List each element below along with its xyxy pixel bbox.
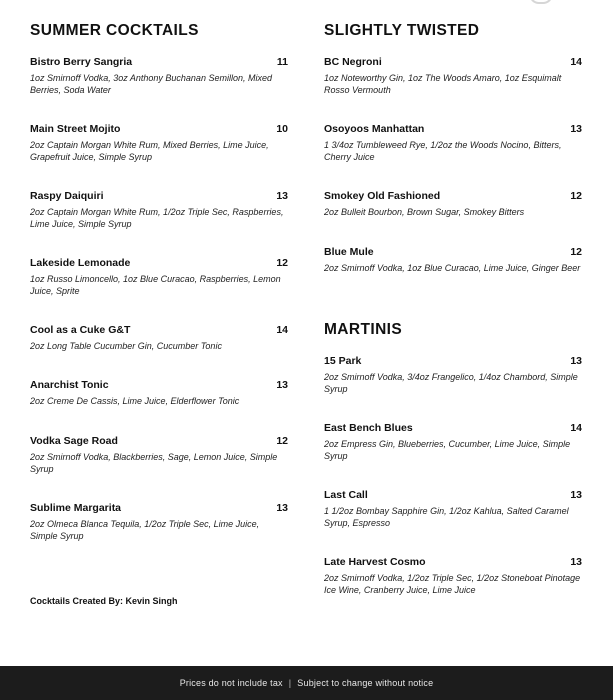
item-description: 1 1/2oz Bombay Sapphire Gin, 1/2oz Kahlua, Salted Caramel Syrup, Espresso bbox=[324, 506, 569, 528]
item-description: 1oz Smirnoff Vodka, 3oz Anthony Buchanan Semillon, Mixed Berries, Soda Water bbox=[30, 73, 272, 95]
item-name: Raspy Daiquiri bbox=[30, 190, 104, 202]
item-description: 2oz Creme De Cassis, Lime Juice, Elderflower Tonic bbox=[30, 396, 240, 406]
item-description: 1oz Russo Limoncello, 1oz Blue Curacao, Raspberries, Lemon Juice, Sprite bbox=[30, 274, 281, 296]
item-description: 2oz Long Table Cucumber Gin, Cucumber Tonic bbox=[30, 341, 222, 351]
menu-item bbox=[324, 355, 582, 395]
item-name: East Bench Blues bbox=[324, 422, 413, 434]
item-description: 1oz Noteworthy Gin, 1oz The Woods Amaro, 1oz Esquimalt Rosso Vermouth bbox=[324, 73, 562, 95]
item-price: 11 bbox=[276, 56, 288, 68]
item-price: 13 bbox=[276, 379, 288, 391]
item-description: 1 3/4oz Tumbleweed Rye, 1/2oz the Woods Nocino, Bitters, Cherry Juice bbox=[324, 140, 562, 162]
item-price: 13 bbox=[570, 355, 582, 367]
item-description: 2oz Bulleit Bourbon, Brown Sugar, Smokey Bitters bbox=[324, 207, 525, 217]
menu-item bbox=[30, 123, 288, 163]
item-price: 12 bbox=[570, 190, 582, 202]
item-price: 12 bbox=[276, 435, 288, 447]
menu-item bbox=[30, 435, 288, 475]
menu-item bbox=[324, 489, 582, 529]
item-price: 13 bbox=[570, 489, 582, 501]
menu-item bbox=[30, 324, 288, 353]
menu-item bbox=[30, 257, 288, 297]
item-name: Cool as a Cuke G&T bbox=[30, 324, 131, 336]
item-description: 2oz Smirnoff Vodka, 1/2oz Triple Sec, 1/2oz Stoneboat Pinotage Ice Wine, Cranberry Juice, Lime Juice bbox=[324, 573, 581, 595]
menu-item bbox=[324, 56, 582, 96]
footer-change-note: Subject to change without notice bbox=[297, 678, 434, 688]
item-price: 14 bbox=[570, 422, 582, 434]
item-description: 2oz Empress Gin, Blueberries, Cucumber, Lime Juice, Simple Syrup bbox=[324, 439, 571, 461]
menu-item bbox=[324, 123, 582, 163]
item-name: BC Negroni bbox=[324, 56, 382, 68]
footer-bar bbox=[0, 666, 613, 700]
item-price: 12 bbox=[276, 257, 288, 269]
footer-tax-note: Prices do not include tax bbox=[179, 678, 283, 688]
item-description: 2oz Smirnoff Vodka, Blackberries, Sage, Lemon Juice, Simple Syrup bbox=[30, 452, 278, 474]
menu-item bbox=[30, 56, 288, 96]
item-price: 10 bbox=[276, 123, 288, 135]
item-price: 13 bbox=[570, 556, 582, 568]
section-title-summer-cocktails: SUMMER COCKTAILS bbox=[30, 22, 199, 39]
item-name: Blue Mule bbox=[324, 246, 374, 258]
menu-item bbox=[324, 190, 582, 219]
item-description: 2oz Smirnoff Vodka, 3/4oz Frangelico, 1/4oz Chambord, Simple Syrup bbox=[324, 372, 578, 394]
menu-item bbox=[30, 502, 288, 542]
item-description: 2oz Captain Morgan White Rum, Mixed Berries, Lime Juice, Grapefruit Juice, Simple Syrup bbox=[30, 140, 269, 162]
section-title-slightly-twisted: SLIGHTLY TWISTED bbox=[324, 22, 480, 39]
item-description: 2oz Captain Morgan White Rum, 1/2oz Triple Sec, Raspberries, Lime Juice, Simple Syrup bbox=[30, 207, 284, 229]
item-name: Last Call bbox=[324, 489, 368, 501]
item-price: 14 bbox=[570, 56, 582, 68]
item-price: 13 bbox=[276, 190, 288, 202]
item-description: 2oz Olmeca Blanca Tequila, 1/2oz Triple Sec, Lime Juice, Simple Syrup bbox=[30, 519, 260, 541]
item-name: 15 Park bbox=[324, 355, 362, 367]
item-price: 13 bbox=[276, 502, 288, 514]
decorative-corner-mark bbox=[529, 0, 553, 4]
item-name: Anarchist Tonic bbox=[30, 379, 109, 391]
item-name: Vodka Sage Road bbox=[30, 435, 118, 447]
section-title-martinis: MARTINIS bbox=[324, 321, 403, 338]
item-price: 13 bbox=[570, 123, 582, 135]
item-name: Lakeside Lemonade bbox=[30, 257, 131, 269]
item-name: Sublime Margarita bbox=[30, 502, 122, 514]
cocktails-credit: Cocktails Created By: Kevin Singh bbox=[30, 596, 178, 606]
item-name: Late Harvest Cosmo bbox=[324, 556, 426, 568]
footer-separator: | bbox=[288, 678, 292, 688]
item-description: 2oz Smirnoff Vodka, 1oz Blue Curacao, Lime Juice, Ginger Beer bbox=[324, 263, 581, 273]
menu-item bbox=[324, 556, 582, 596]
menu-item bbox=[30, 190, 288, 230]
item-name: Osoyoos Manhattan bbox=[324, 123, 425, 135]
item-name: Main Street Mojito bbox=[30, 123, 121, 135]
item-name: Bistro Berry Sangria bbox=[30, 56, 133, 68]
menu-item bbox=[324, 246, 582, 275]
item-name: Smokey Old Fashioned bbox=[324, 190, 441, 202]
menu-item bbox=[30, 379, 288, 408]
item-price: 12 bbox=[570, 246, 582, 258]
item-price: 14 bbox=[276, 324, 288, 336]
menu-item bbox=[324, 422, 582, 462]
